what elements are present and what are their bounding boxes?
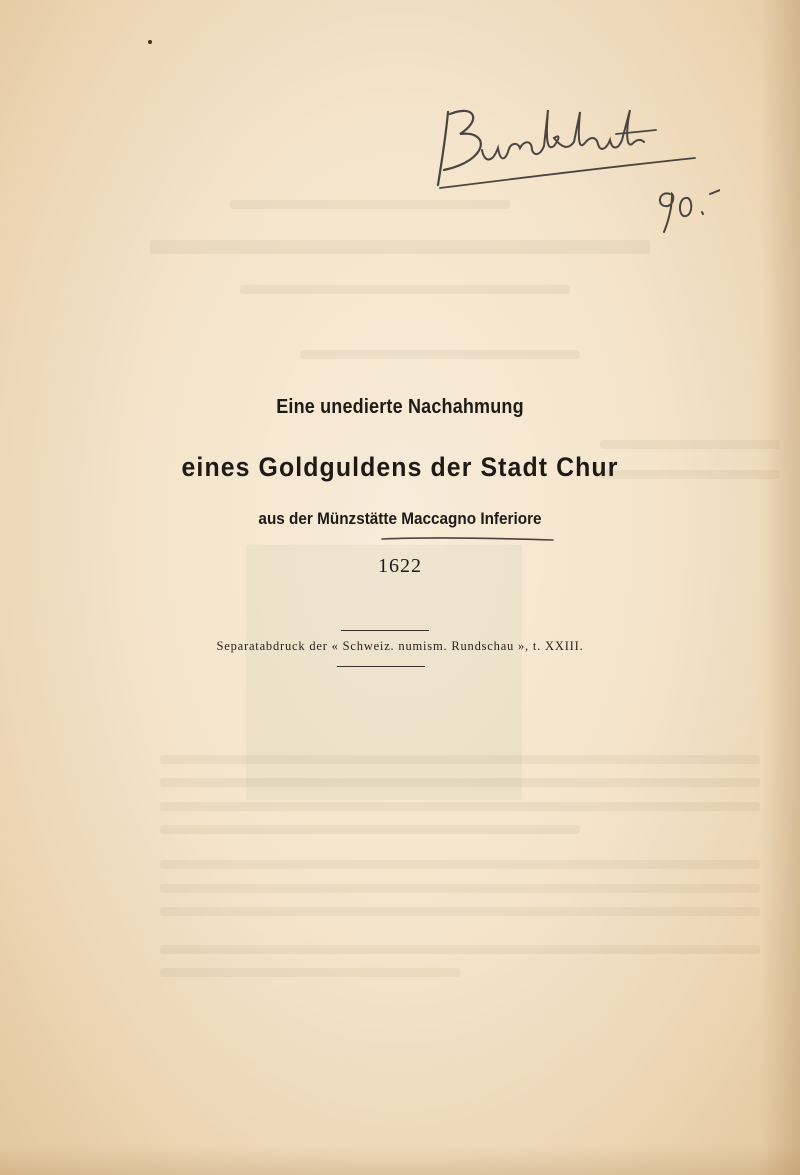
pencil-underline (380, 534, 555, 544)
divider-bottom (337, 666, 425, 667)
publication-year: 1622 (378, 555, 422, 577)
imprint-note: Separatabdruck der « Schweiz. numism. Rundschau », t. XXIII. (216, 639, 584, 653)
title-line-1: Eine unedierte Nachahmung (276, 396, 524, 418)
title-line-2: eines Goldguldens der Stadt Chur (181, 452, 619, 482)
handwritten-signature (420, 90, 720, 250)
ink-speck (148, 40, 152, 44)
title-line-3: aus der Münzstätte Maccagno Inferiore (258, 509, 542, 528)
divider-top (341, 630, 429, 631)
aged-edge-bottom (0, 1145, 800, 1175)
aged-edge-right (760, 0, 800, 1175)
